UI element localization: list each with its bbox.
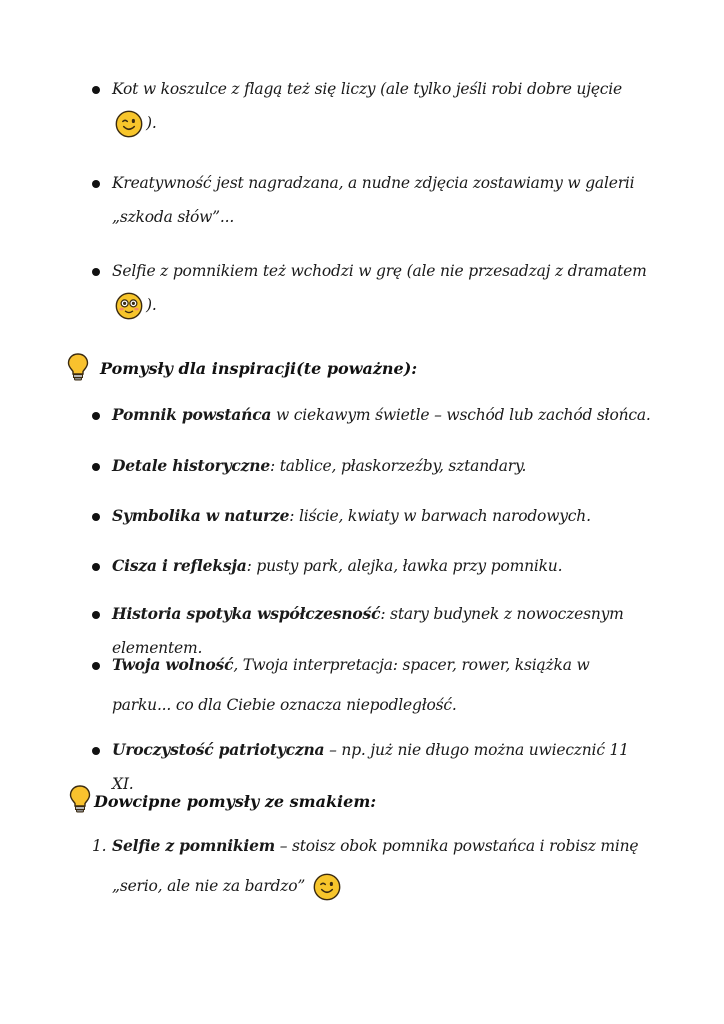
item-number: 1.	[92, 837, 107, 855]
item-description: – np. już nie długo można uwiecznić 11 XI.	[112, 741, 629, 793]
item-description: – stoisz obok pomnika powstańca i robisz minę „serio, ale nie za bardzo”	[112, 837, 639, 895]
item-title: Historia spotyka współczesność	[112, 604, 381, 623]
lightbulb-icon	[66, 352, 90, 382]
item-title: Selfie z pomnikiem	[112, 836, 275, 855]
item-description: : tablice, płaskorzeźby, sztandary.	[269, 457, 527, 475]
list-item-text: Selfie z pomnikiem też wchodzi w grę (ale nie przesadzaj z dramatem	[112, 262, 647, 280]
list-item-text-end: ).	[146, 296, 157, 314]
flushed-face-icon	[115, 292, 143, 320]
list-item	[92, 72, 652, 140]
bullet-dot	[92, 86, 100, 94]
section-heading: Pomysły dla inspiracji(te poważne):	[100, 359, 418, 378]
list-item	[92, 254, 652, 322]
list-item	[92, 826, 652, 906]
bullet-dot	[92, 412, 100, 420]
list-item	[92, 499, 652, 533]
list-item-text: Kreatywność jest nagradzana, a nudne zdjęcia zostawiamy w galerii „szkoda słów”...	[112, 174, 635, 226]
bullet-dot	[92, 662, 100, 670]
item-description: w ciekawym świetle – wschód lub zachód słońca.	[271, 406, 651, 424]
bullet-dot	[92, 180, 100, 188]
bullet-dot	[92, 611, 100, 619]
winking-face-icon	[115, 110, 143, 138]
item-title: Twoja wolność	[112, 655, 234, 674]
item-title: Pomnik powstańca	[112, 405, 272, 424]
bullet-dot	[92, 747, 100, 755]
bullet-dot	[92, 563, 100, 571]
winking-face-icon	[313, 873, 341, 901]
item-description: : stary budynek z nowoczesnym elementem.	[112, 605, 624, 657]
item-description: , Twoja interpretacja: spacer, rower, książka w parku... co dla Ciebie oznacza niepodległość.	[112, 656, 590, 714]
list-item	[92, 449, 652, 483]
item-title: Cisza i refleksja	[112, 556, 247, 575]
item-description: : liście, kwiaty w barwach narodowych.	[289, 507, 591, 525]
item-title: Symbolika w naturze	[112, 506, 290, 525]
lightbulb-icon	[68, 784, 92, 814]
item-title: Uroczystość patriotyczna	[112, 740, 325, 759]
bullet-dot	[92, 463, 100, 471]
list-item	[92, 398, 652, 432]
list-item	[92, 549, 652, 583]
item-title: Detale historyczne	[112, 456, 270, 475]
list-item-text-end: ).	[146, 114, 157, 132]
item-description: : pusty park, alejka, ławka przy pomniku.	[246, 557, 563, 575]
list-item-text: Kot w koszulce z flagą też się liczy (ale tylko jeśli robi dobre ujęcie	[112, 80, 622, 98]
list-item	[92, 645, 652, 725]
list-item	[92, 166, 652, 234]
section-heading: Dowcipne pomysły ze smakiem:	[94, 792, 377, 811]
bullet-dot	[92, 513, 100, 521]
bullet-dot	[92, 268, 100, 276]
